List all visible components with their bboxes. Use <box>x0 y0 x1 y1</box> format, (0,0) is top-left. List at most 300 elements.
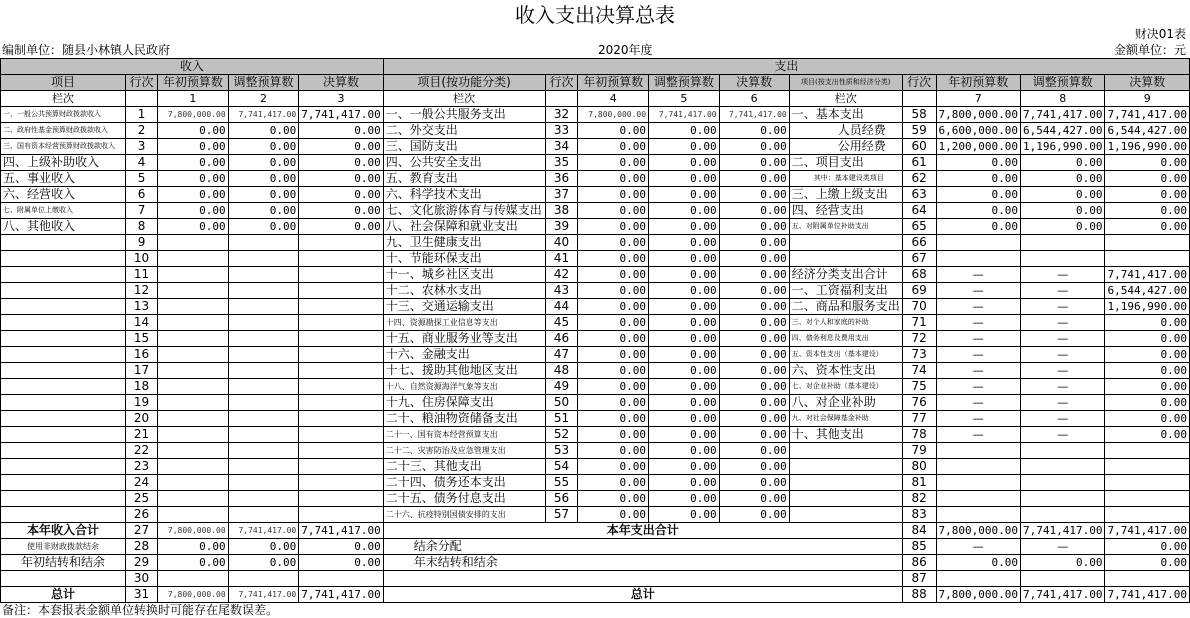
expense-econ-initial: 0.00 <box>936 203 1020 219</box>
income-adjusted <box>228 459 299 475</box>
expense-func-final: 0.00 <box>719 331 789 347</box>
income-total-adjusted: 0.00 <box>228 555 299 571</box>
expense-econ-final: 7,741,417.00 <box>1105 107 1190 123</box>
income-group-header: 收入 <box>1 59 384 75</box>
table-row <box>1 171 1190 187</box>
col-header-row-no: 行次 <box>902 75 936 91</box>
table-row <box>1 331 1190 347</box>
expense-func-final: 0.00 <box>719 459 789 475</box>
income-initial <box>158 347 229 363</box>
income-initial <box>158 411 229 427</box>
row-number: 22 <box>125 443 157 459</box>
expense-econ-final: 0.00 <box>1105 363 1190 379</box>
col-header-adjusted: 调整预算数 <box>1020 75 1104 91</box>
row-number: 54 <box>545 459 578 475</box>
expense-econ-item: 一、工资福利支出 <box>789 283 902 299</box>
expense-econ-initial <box>936 475 1020 491</box>
row-number: 74 <box>902 363 936 379</box>
expense-func-adjusted: 0.00 <box>649 171 720 187</box>
expense-total-label: 结余分配 <box>383 539 902 555</box>
expense-func-final: 7,741,417.00 <box>719 107 789 123</box>
expense-total-label: 本年支出合计 <box>383 523 902 539</box>
row-number: 58 <box>902 107 936 123</box>
row-number: 82 <box>902 491 936 507</box>
income-final <box>299 507 383 523</box>
expense-func-adjusted: 0.00 <box>649 379 720 395</box>
col-header-initial: 年初预算数 <box>158 75 229 91</box>
row-number: 75 <box>902 379 936 395</box>
expense-func-final: 0.00 <box>719 235 789 251</box>
expense-econ-adjusted: 0.00 <box>1020 203 1104 219</box>
row-number: 6 <box>125 187 157 203</box>
expense-econ-adjusted: — <box>1020 347 1104 363</box>
income-final <box>299 235 383 251</box>
expense-func-adjusted: 0.00 <box>649 491 720 507</box>
income-final <box>299 379 383 395</box>
income-adjusted <box>228 315 299 331</box>
expense-func-adjusted: 0.00 <box>649 395 720 411</box>
expense-econ-final <box>1105 443 1190 459</box>
col-header-adjusted: 调整预算数 <box>228 75 299 91</box>
expense-func-final: 0.00 <box>719 267 789 283</box>
row-number: 77 <box>902 411 936 427</box>
income-initial <box>158 283 229 299</box>
expense-econ-adjusted: 0.00 <box>1020 187 1104 203</box>
row-number: 80 <box>902 459 936 475</box>
expense-func-initial: 0.00 <box>578 427 649 443</box>
currency-unit: 金额单位：元 <box>1113 43 1186 57</box>
total-row <box>1 555 1190 571</box>
income-initial <box>158 315 229 331</box>
income-total-initial: 0.00 <box>158 539 229 555</box>
expense-func-final: 0.00 <box>719 251 789 267</box>
expense-func-final: 0.00 <box>719 299 789 315</box>
expense-econ-item: 二、项目支出 <box>789 155 902 171</box>
col-index: 5 <box>649 91 720 107</box>
income-initial <box>158 395 229 411</box>
expense-econ-final: 0.00 <box>1105 203 1190 219</box>
row-number: 48 <box>545 363 578 379</box>
row-number: 9 <box>125 235 157 251</box>
expense-func-final: 0.00 <box>719 315 789 331</box>
income-item: 八、其他收入 <box>1 219 126 235</box>
income-adjusted: 0.00 <box>228 219 299 235</box>
row-number: 63 <box>902 187 936 203</box>
income-item <box>1 411 126 427</box>
income-final: 0.00 <box>299 219 383 235</box>
expense-func-initial: 0.00 <box>578 491 649 507</box>
expense-func-item: 二十四、债务还本支出 <box>383 475 545 491</box>
expense-econ-final: 0.00 <box>1105 171 1190 187</box>
expense-econ-initial: — <box>936 411 1020 427</box>
income-total-initial <box>158 571 229 587</box>
expense-econ-adjusted: — <box>1020 315 1104 331</box>
income-final <box>299 459 383 475</box>
row-number: 14 <box>125 315 157 331</box>
expense-econ-final <box>1105 235 1190 251</box>
footnote: 备注：本套报表金额单位转换时可能存在尾数误差。 <box>2 603 279 617</box>
income-item <box>1 299 126 315</box>
row-number: 5 <box>125 171 157 187</box>
income-initial <box>158 379 229 395</box>
expense-econ-initial: — <box>936 315 1020 331</box>
expense-econ-adjusted: 6,544,427.00 <box>1020 123 1104 139</box>
expense-total-adjusted: 7,741,417.00 <box>1020 587 1104 603</box>
income-adjusted <box>228 347 299 363</box>
expense-econ-final: 0.00 <box>1105 187 1190 203</box>
expense-func-initial: 0.00 <box>578 475 649 491</box>
row-number: 10 <box>125 251 157 267</box>
income-final <box>299 411 383 427</box>
col-header-row-no: 行次 <box>125 75 157 91</box>
expense-econ-adjusted: — <box>1020 299 1104 315</box>
expense-econ-final: 0.00 <box>1105 155 1190 171</box>
expense-econ-final: 7,741,417.00 <box>1105 267 1190 283</box>
table-row <box>1 491 1190 507</box>
income-total-label: 使用非财政拨款结余 <box>1 539 126 555</box>
expense-econ-item: 三、上缴上级支出 <box>789 187 902 203</box>
expense-econ-adjusted <box>1020 475 1104 491</box>
expense-func-item: 二十五、债务付息支出 <box>383 491 545 507</box>
row-number: 25 <box>125 491 157 507</box>
expense-func-initial: 0.00 <box>578 459 649 475</box>
expense-func-final: 0.00 <box>719 155 789 171</box>
expense-econ-final: 0.00 <box>1105 347 1190 363</box>
income-adjusted <box>228 331 299 347</box>
expense-econ-initial: 6,600,000.00 <box>936 123 1020 139</box>
row-number: 47 <box>545 347 578 363</box>
income-initial: 0.00 <box>158 171 229 187</box>
income-initial <box>158 251 229 267</box>
income-initial: 0.00 <box>158 219 229 235</box>
income-final <box>299 475 383 491</box>
income-initial <box>158 459 229 475</box>
table-row <box>1 267 1190 283</box>
row-number: 4 <box>125 155 157 171</box>
row-number: 49 <box>545 379 578 395</box>
income-adjusted <box>228 507 299 523</box>
col-header-initial: 年初预算数 <box>578 75 649 91</box>
expense-func-final: 0.00 <box>719 427 789 443</box>
income-adjusted <box>228 427 299 443</box>
expense-func-item: 二十一、国有资本经营预算支出 <box>383 427 545 443</box>
income-item: 三、国有资本经营预算财政拨款收入 <box>1 139 126 155</box>
row-number: 3 <box>125 139 157 155</box>
row-number: 52 <box>545 427 578 443</box>
expense-func-initial: 0.00 <box>578 123 649 139</box>
table-row <box>1 395 1190 411</box>
row-number: 78 <box>902 427 936 443</box>
row-number: 37 <box>545 187 578 203</box>
row-number: 45 <box>545 315 578 331</box>
row-number: 27 <box>125 523 157 539</box>
income-initial: 0.00 <box>158 155 229 171</box>
income-final <box>299 491 383 507</box>
row-number: 24 <box>125 475 157 491</box>
expense-func-initial: 0.00 <box>578 315 649 331</box>
row-number: 86 <box>902 555 936 571</box>
expense-econ-adjusted: — <box>1020 395 1104 411</box>
row-number: 35 <box>545 155 578 171</box>
row-number: 62 <box>902 171 936 187</box>
col-header-adjusted: 调整预算数 <box>649 75 720 91</box>
row-number: 1 <box>125 107 157 123</box>
table-row <box>1 107 1190 123</box>
expense-econ-initial: — <box>936 347 1020 363</box>
col-index: 4 <box>578 91 649 107</box>
expense-func-final: 0.00 <box>719 395 789 411</box>
row-number: 19 <box>125 395 157 411</box>
income-total-initial: 0.00 <box>158 555 229 571</box>
income-adjusted <box>228 379 299 395</box>
income-final <box>299 363 383 379</box>
expense-func-initial: 0.00 <box>578 395 649 411</box>
row-number: 51 <box>545 411 578 427</box>
expense-econ-adjusted <box>1020 251 1104 267</box>
row-number: 55 <box>545 475 578 491</box>
expense-func-final: 0.00 <box>719 203 789 219</box>
expense-econ-adjusted: 0.00 <box>1020 155 1104 171</box>
income-total-final: 0.00 <box>299 539 383 555</box>
income-item <box>1 347 126 363</box>
income-final: 0.00 <box>299 203 383 219</box>
expense-func-initial: 0.00 <box>578 139 649 155</box>
expense-total-initial: — <box>936 539 1020 555</box>
col-index: 7 <box>936 91 1020 107</box>
expense-econ-item <box>789 459 902 475</box>
income-adjusted <box>228 411 299 427</box>
expense-func-adjusted: 0.00 <box>649 459 720 475</box>
expense-econ-final: 0.00 <box>1105 315 1190 331</box>
income-item <box>1 363 126 379</box>
expense-econ-item: 其中：基本建设类项目 <box>789 171 902 187</box>
expense-econ-initial <box>936 507 1020 523</box>
expense-econ-adjusted: — <box>1020 363 1104 379</box>
expense-func-adjusted: 0.00 <box>649 363 720 379</box>
income-initial <box>158 443 229 459</box>
income-item <box>1 491 126 507</box>
expense-func-final: 0.00 <box>719 283 789 299</box>
expense-total-label: 年末结转和结余 <box>383 555 902 571</box>
expense-func-adjusted: 0.00 <box>649 203 720 219</box>
expense-econ-final: 6,544,427.00 <box>1105 283 1190 299</box>
expense-func-item: 十、节能环保支出 <box>383 251 545 267</box>
expense-func-adjusted: 0.00 <box>649 443 720 459</box>
income-final <box>299 395 383 411</box>
income-adjusted: 0.00 <box>228 187 299 203</box>
income-total-initial: 7,800,000.00 <box>158 523 229 539</box>
expense-econ-item: 五、资本性支出（基本建设） <box>789 347 902 363</box>
expense-total-initial <box>936 571 1020 587</box>
form-code: 财决01表 <box>1134 27 1186 41</box>
row-number: 79 <box>902 443 936 459</box>
table-row <box>1 235 1190 251</box>
income-total-adjusted: 7,741,417.00 <box>228 587 299 603</box>
row-number: 2 <box>125 123 157 139</box>
expense-func-initial: 0.00 <box>578 267 649 283</box>
row-number: 11 <box>125 267 157 283</box>
col-header-final: 决算数 <box>719 75 789 91</box>
expense-econ-item: 四、经营支出 <box>789 203 902 219</box>
expense-func-item: 六、科学技术支出 <box>383 187 545 203</box>
expense-econ-item <box>789 475 902 491</box>
expense-econ-initial: 1,200,000.00 <box>936 139 1020 155</box>
income-total-final: 0.00 <box>299 555 383 571</box>
fiscal-year: 2020年度 <box>598 43 653 57</box>
expense-func-initial: 0.00 <box>578 363 649 379</box>
col-header-item: 项目 <box>1 75 126 91</box>
expense-func-item: 十一、城乡社区支出 <box>383 267 545 283</box>
expense-total-adjusted: 0.00 <box>1020 555 1104 571</box>
table-row <box>1 139 1190 155</box>
expense-func-final: 0.00 <box>719 411 789 427</box>
income-initial <box>158 507 229 523</box>
expense-econ-item <box>789 235 902 251</box>
income-final <box>299 299 383 315</box>
income-initial: 0.00 <box>158 123 229 139</box>
expense-func-adjusted: 0.00 <box>649 283 720 299</box>
row-number: 70 <box>902 299 936 315</box>
income-final <box>299 251 383 267</box>
row-number: 76 <box>902 395 936 411</box>
expense-econ-adjusted <box>1020 507 1104 523</box>
col-label: 栏次 <box>789 91 902 107</box>
expense-econ-initial: — <box>936 427 1020 443</box>
expense-func-adjusted: 0.00 <box>649 187 720 203</box>
col-label: 栏次 <box>383 91 545 107</box>
expense-func-adjusted: 0.00 <box>649 139 720 155</box>
row-number: 71 <box>902 315 936 331</box>
income-adjusted <box>228 235 299 251</box>
row-number: 33 <box>545 123 578 139</box>
expense-func-item: 七、文化旅游体育与传媒支出 <box>383 203 545 219</box>
expense-econ-item <box>789 251 902 267</box>
table-row <box>1 411 1190 427</box>
income-item: 一、一般公共预算财政拨款收入 <box>1 107 126 123</box>
income-adjusted <box>228 443 299 459</box>
income-adjusted: 0.00 <box>228 171 299 187</box>
income-total-final <box>299 571 383 587</box>
row-number: 40 <box>545 235 578 251</box>
summary-table <box>0 58 1190 603</box>
expense-econ-adjusted: 7,741,417.00 <box>1020 107 1104 123</box>
expense-econ-item: 九、对社会保障基金补助 <box>789 411 902 427</box>
expense-econ-adjusted <box>1020 459 1104 475</box>
income-initial: 0.00 <box>158 139 229 155</box>
income-total-label: 年初结转和结余 <box>1 555 126 571</box>
income-item <box>1 315 126 331</box>
expense-econ-adjusted: — <box>1020 427 1104 443</box>
expense-func-final: 0.00 <box>719 187 789 203</box>
table-row <box>1 283 1190 299</box>
row-number: 36 <box>545 171 578 187</box>
row-number: 44 <box>545 299 578 315</box>
expense-econ-initial <box>936 251 1020 267</box>
expense-econ-adjusted: 0.00 <box>1020 219 1104 235</box>
row-number: 73 <box>902 347 936 363</box>
expense-func-final: 0.00 <box>719 443 789 459</box>
expense-econ-initial: 0.00 <box>936 187 1020 203</box>
expense-func-initial: 0.00 <box>578 283 649 299</box>
expense-func-final: 0.00 <box>719 363 789 379</box>
expense-econ-initial: — <box>936 331 1020 347</box>
total-row <box>1 523 1190 539</box>
row-number: 32 <box>545 107 578 123</box>
expense-total-final: 0.00 <box>1105 539 1190 555</box>
expense-func-item: 十七、援助其他地区支出 <box>383 363 545 379</box>
row-number: 59 <box>902 123 936 139</box>
col-header-item-econ: 项目(按支出性质和经济分类) <box>789 75 902 91</box>
expense-econ-final <box>1105 475 1190 491</box>
row-number: 41 <box>545 251 578 267</box>
row-number: 53 <box>545 443 578 459</box>
expense-func-initial: 0.00 <box>578 219 649 235</box>
expense-func-final: 0.00 <box>719 347 789 363</box>
row-number: 21 <box>125 427 157 443</box>
expense-econ-item: 经济分类支出合计 <box>789 267 902 283</box>
expense-econ-final <box>1105 251 1190 267</box>
income-adjusted <box>228 283 299 299</box>
income-total-adjusted: 0.00 <box>228 539 299 555</box>
table-row <box>1 507 1190 523</box>
table-row <box>1 459 1190 475</box>
col-header-row-no: 行次 <box>545 75 578 91</box>
col-header-initial: 年初预算数 <box>936 75 1020 91</box>
col-index: 6 <box>719 91 789 107</box>
income-final: 0.00 <box>299 155 383 171</box>
income-initial <box>158 299 229 315</box>
report-title: 收入支出决算总表 <box>515 3 675 27</box>
row-number: 67 <box>902 251 936 267</box>
row-number: 28 <box>125 539 157 555</box>
expense-econ-item: 公用经费 <box>789 139 902 155</box>
table-row <box>1 155 1190 171</box>
income-total-label <box>1 571 126 587</box>
expense-func-adjusted: 0.00 <box>649 315 720 331</box>
expense-econ-adjusted <box>1020 443 1104 459</box>
row-number: 46 <box>545 331 578 347</box>
expense-econ-adjusted: — <box>1020 331 1104 347</box>
income-adjusted <box>228 491 299 507</box>
expense-func-initial: 0.00 <box>578 411 649 427</box>
expense-func-adjusted: 7,741,417.00 <box>649 107 720 123</box>
income-item <box>1 283 126 299</box>
expense-econ-initial <box>936 459 1020 475</box>
table-row <box>1 315 1190 331</box>
expense-func-item: 四、公共安全支出 <box>383 155 545 171</box>
expense-econ-final <box>1105 459 1190 475</box>
expense-total-initial: 0.00 <box>936 555 1020 571</box>
expense-func-final: 0.00 <box>719 139 789 155</box>
income-item <box>1 443 126 459</box>
expense-econ-initial: — <box>936 379 1020 395</box>
expense-econ-item: 八、对企业补助 <box>789 395 902 411</box>
row-number: 26 <box>125 507 157 523</box>
row-number: 31 <box>125 587 157 603</box>
expense-func-item: 二十六、抗疫特别国债安排的支出 <box>383 507 545 523</box>
expense-func-final: 0.00 <box>719 475 789 491</box>
income-total-label: 本年收入合计 <box>1 523 126 539</box>
expense-func-adjusted: 0.00 <box>649 267 720 283</box>
row-number: 13 <box>125 299 157 315</box>
expense-econ-initial: 0.00 <box>936 219 1020 235</box>
expense-func-adjusted: 0.00 <box>649 427 720 443</box>
expense-func-adjusted: 0.00 <box>649 219 720 235</box>
row-number: 81 <box>902 475 936 491</box>
row-number: 38 <box>545 203 578 219</box>
col-index: 1 <box>158 91 229 107</box>
income-initial <box>158 475 229 491</box>
